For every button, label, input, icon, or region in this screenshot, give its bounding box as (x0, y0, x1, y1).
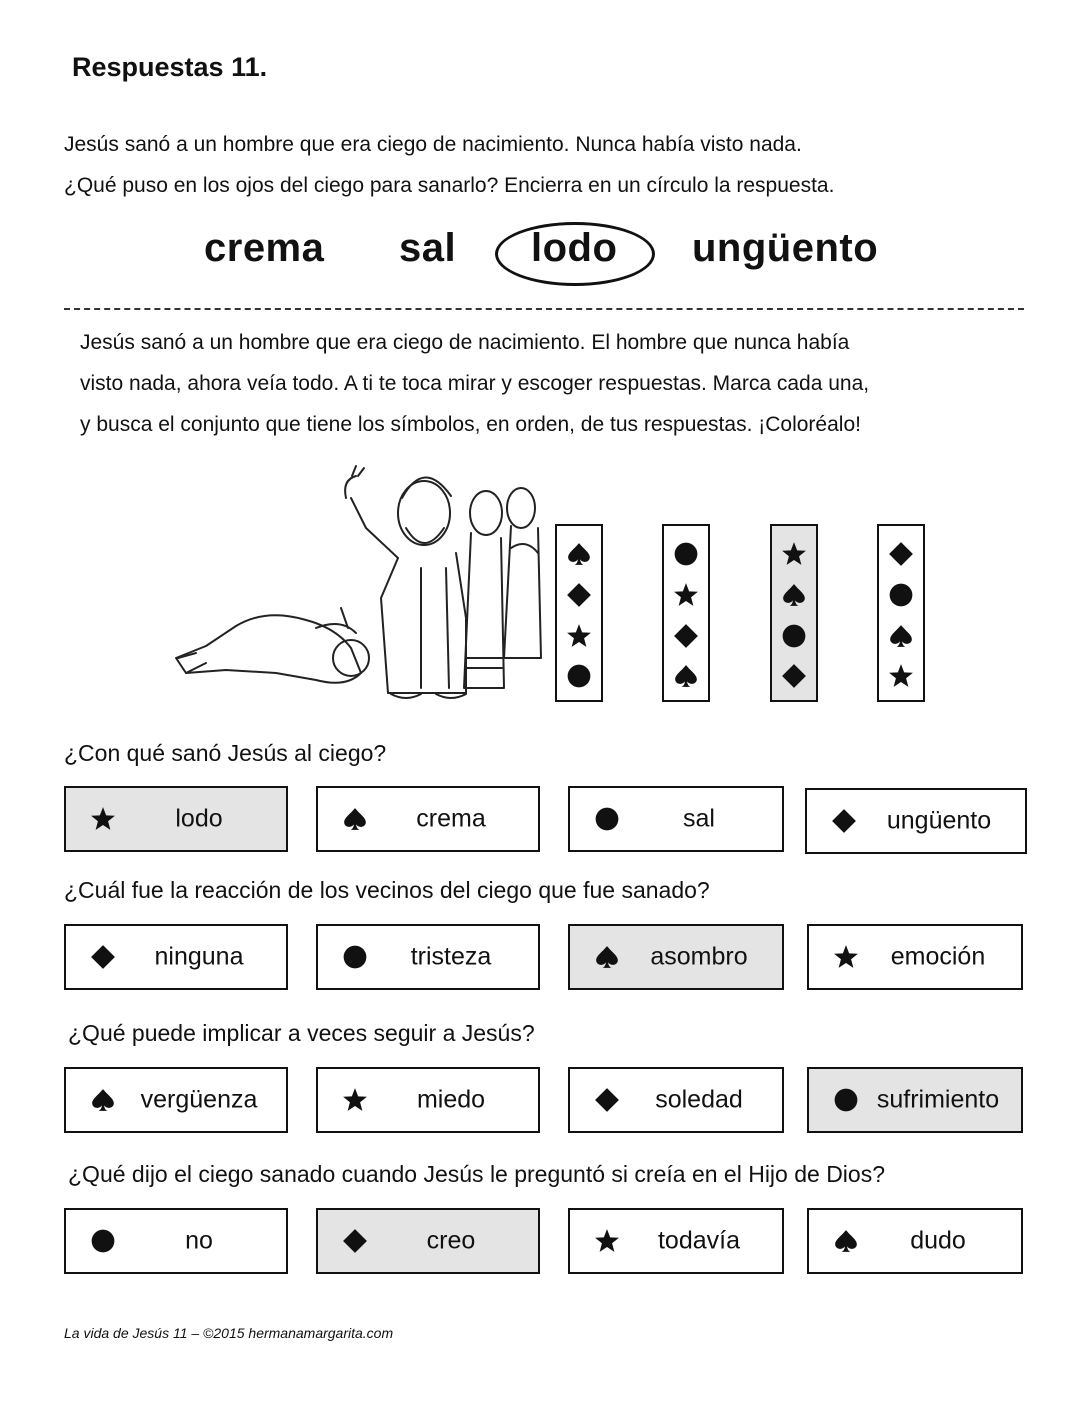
instructions-line-1: Jesús sanó a un hombre que era ciego de nacimiento. El hombre que nunca había (80, 331, 850, 354)
intro-line-2: ¿Qué puso en los ojos del ciego para sanarlo? Encierra en un círculo la respuesta. (64, 174, 835, 197)
question-1: ¿Con qué sanó Jesús al ciego? (64, 740, 387, 766)
intro-text (64, 124, 1054, 206)
star-icon (90, 806, 116, 832)
option-label: crema (416, 804, 486, 833)
circle-icon (342, 944, 368, 970)
option-label: dudo (910, 1226, 966, 1255)
star-icon (594, 1228, 620, 1254)
intro-line-1: Jesús sanó a un hombre que era ciego de nacimiento. Nunca había visto nada. (64, 133, 802, 156)
symbol-set-1[interactable] (555, 524, 603, 702)
circle-icon (888, 582, 914, 608)
star-icon (342, 1087, 368, 1113)
option-label: todavía (657, 1226, 740, 1255)
q2-option-emocion[interactable] (807, 924, 1023, 990)
circle-icon (566, 663, 592, 689)
option-label: sufrimiento (876, 1085, 1000, 1114)
star-icon (833, 944, 859, 970)
option-label: soledad (655, 1085, 743, 1114)
circle-icon (833, 1087, 859, 1113)
jesus-healing-illustration (166, 458, 554, 720)
cut-line-divider (64, 308, 1024, 310)
option-label: asombro (650, 942, 748, 971)
q3-option-verguenza[interactable] (64, 1067, 288, 1133)
word-option-3[interactable]: lodo (531, 226, 618, 270)
diamond-icon (594, 1087, 620, 1113)
question-4: ¿Qué dijo el ciego sanado cuando Jesús le preguntó si creía en el Hijo de Dios? (68, 1161, 885, 1187)
q2-option-ninguna[interactable] (64, 924, 288, 990)
option-label: tristeza (410, 942, 492, 971)
instructions-line-3: y busca el conjunto que tiene los símbolos, en orden, de tus respuestas. ¡Coloréalo! (80, 413, 861, 436)
option-label: miedo (416, 1085, 486, 1114)
spade-icon (673, 663, 699, 689)
circle-icon (673, 541, 699, 567)
circle-icon (90, 1228, 116, 1254)
question-3: ¿Qué puede implicar a veces seguir a Jesús? (68, 1020, 535, 1046)
circle-icon (781, 623, 807, 649)
star-icon (781, 541, 807, 567)
diamond-icon (831, 808, 857, 834)
spade-icon (566, 541, 592, 567)
instructions-line-2: visto nada, ahora veía todo. A ti te toca mirar y escoger respuestas. Marca cada una, (80, 372, 870, 395)
circle-icon (594, 806, 620, 832)
diamond-icon (342, 1228, 368, 1254)
option-label: no (185, 1226, 213, 1255)
option-label: ninguna (154, 942, 244, 971)
q4-option-creo[interactable] (316, 1208, 540, 1274)
word-option-2[interactable]: sal (399, 226, 457, 270)
symbol-set-4[interactable] (877, 524, 925, 702)
spade-icon (888, 623, 914, 649)
option-label: emoción (890, 942, 986, 971)
spade-icon (594, 944, 620, 970)
diamond-icon (566, 582, 592, 608)
option-label: lodo (175, 804, 223, 833)
option-label: creo (426, 1226, 476, 1255)
symbol-set-3[interactable] (770, 524, 818, 702)
instructions-text (80, 322, 1040, 445)
q4-option-dudo[interactable] (807, 1208, 1023, 1274)
option-label: sal (683, 804, 715, 833)
star-icon (888, 663, 914, 689)
q1-option-crema[interactable] (316, 786, 540, 852)
option-label: vergüenza (140, 1085, 258, 1114)
star-icon (566, 623, 592, 649)
star-icon (673, 582, 699, 608)
q3-option-sufrimiento[interactable] (807, 1067, 1023, 1133)
question-2: ¿Cuál fue la reacción de los vecinos del ciego que fue sanado? (64, 877, 710, 903)
diamond-icon (888, 541, 914, 567)
diamond-icon (673, 623, 699, 649)
spade-icon (90, 1087, 116, 1113)
footer-credit: La vida de Jesús 11 – ©2015 hermanamargarita.com (64, 1325, 394, 1341)
q4-option-todavia[interactable] (568, 1208, 784, 1274)
q3-option-soledad[interactable] (568, 1067, 784, 1133)
q2-option-tristeza[interactable] (316, 924, 540, 990)
q4-option-no[interactable] (64, 1208, 288, 1274)
word-option-4[interactable]: ungüento (692, 226, 879, 270)
diamond-icon (781, 663, 807, 689)
q1-option-sal[interactable] (568, 786, 784, 852)
spade-icon (781, 582, 807, 608)
q3-option-miedo[interactable] (316, 1067, 540, 1133)
symbol-set-2[interactable] (662, 524, 710, 702)
q1-option-unguento[interactable] (805, 788, 1027, 854)
diamond-icon (90, 944, 116, 970)
word-option-1[interactable]: crema (204, 226, 325, 270)
page-title: Respuestas 11. (72, 52, 268, 82)
q2-option-asombro[interactable] (568, 924, 784, 990)
q1-option-lodo[interactable] (64, 786, 288, 852)
spade-icon (833, 1228, 859, 1254)
option-label: ungüento (886, 806, 992, 835)
spade-icon (342, 806, 368, 832)
